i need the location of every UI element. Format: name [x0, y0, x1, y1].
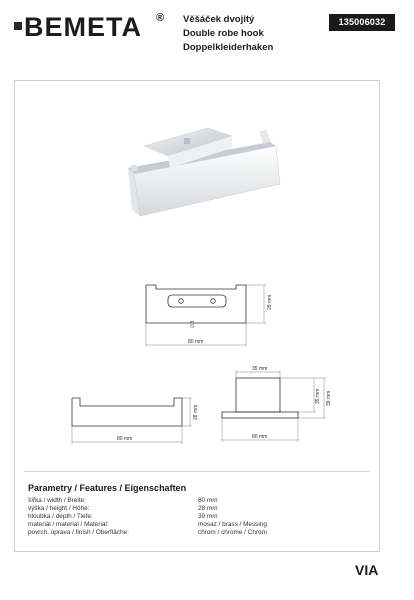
param-value: 80 mm	[198, 497, 218, 504]
product-photo	[120, 118, 290, 218]
dim-top-small-width: 35 mm	[252, 366, 268, 372]
brand-logo: BEMETA	[24, 12, 142, 42]
dim-top-h2: 39 mm	[326, 390, 332, 406]
param-label: hloubka / depth / Tiefe:	[28, 513, 93, 520]
dim-front-height: 28 mm	[267, 294, 273, 310]
dim-side-height: 28 mm	[193, 404, 199, 420]
section-divider	[24, 471, 370, 472]
param-label: výška / height / Höhe:	[28, 505, 90, 512]
product-code-badge: 135006032	[329, 14, 395, 31]
dim-side-width: 80 mm	[117, 436, 133, 442]
registered-mark: ®	[156, 12, 165, 24]
product-title-de: Doppelkleiderhaken	[183, 42, 274, 53]
dim-top-h1: 35 mm	[315, 388, 321, 404]
param-value: chrom / chrome / Chrom	[198, 529, 267, 536]
parameters-heading: Parametry / Features / Eigenschaften	[28, 483, 187, 493]
side-view-drawing	[64, 378, 204, 448]
front-view-drawing	[136, 275, 286, 355]
param-value: mosaz / brass / Messing	[198, 521, 267, 528]
dim-hole: ∅3	[190, 320, 196, 328]
param-value: 39 mm	[198, 513, 218, 520]
series-name: VIA	[355, 562, 379, 578]
top-view-drawing	[214, 366, 344, 448]
product-title-cz: Věšáček dvojitý	[183, 14, 255, 25]
logo-square-icon	[14, 22, 22, 30]
param-label: šířka / width / Breite:	[28, 497, 86, 504]
param-value: 28 mm	[198, 505, 218, 512]
param-label: povrch. úprava / finish / Oberfläche:	[28, 529, 129, 536]
dim-front-width: 80 mm	[188, 339, 204, 345]
param-label: materiál / material / Material:	[28, 521, 109, 528]
dim-top-width: 80 mm	[252, 434, 268, 440]
product-title-en: Double robe hook	[183, 28, 264, 39]
